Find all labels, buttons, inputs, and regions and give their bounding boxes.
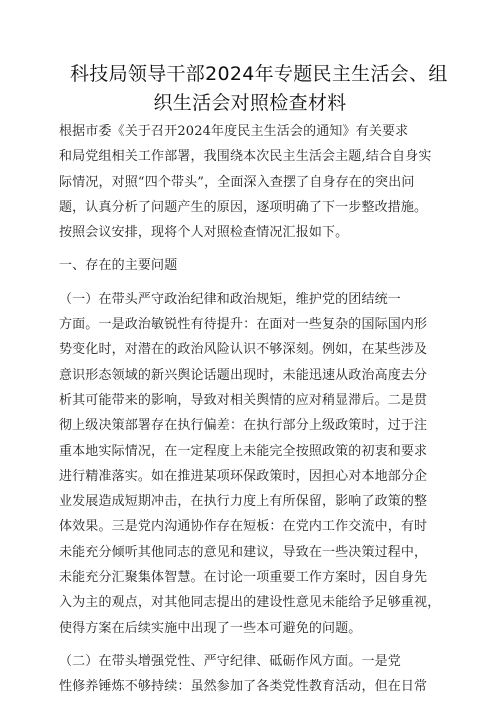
- text-line: 未能充分倾听其他同志的意见和建议，导致在一些决策过程中，: [59, 544, 428, 560]
- text-line: 题，认真分析了问题产生的原因，逐项明确了下一步整改措施。: [59, 199, 428, 215]
- text-line: （一）在带头严守政治纪律和政治规矩，维护党的团结统一: [59, 291, 401, 307]
- paragraph-gap: [59, 641, 447, 649]
- text-line: 根据市委《关于召开2024年度民主生活会的通知》有关要求: [59, 124, 409, 139]
- text-line: 未能充分汇聚集体智慧。在讨论一项重要工作方案时，因自身先: [59, 570, 428, 586]
- text-line: 彻上级决策部署存在执行偏差：在执行部分上级政策时，过于注: [59, 418, 428, 434]
- text-line: 进行精准落实。如在推进某项环保政策时，因担心对本地部分企: [59, 468, 428, 484]
- text-line: 使得方案在后续实施中出现了一些本可避免的问题。: [59, 620, 362, 636]
- paragraph-two: [59, 649, 447, 700]
- paragraph-gap: [59, 279, 447, 287]
- intro-paragraph: [59, 119, 447, 245]
- text-line: 体效果。三是党内沟通协作存在短板：在党内工作交流中，有时: [59, 519, 428, 535]
- text-line: （二）在带头增强党性、严守纪律、砥砺作风方面。一是党: [59, 653, 401, 669]
- text-line: 际情况，对照“四个带头”，全面深入查摆了自身存在的突出问: [59, 174, 415, 190]
- text-line: 方面。一是政治敏锐性有待提升：在面对一些复杂的国际国内形: [59, 317, 428, 333]
- text-line: 意识形态领域的新兴舆论话题出现时，未能迅速从政治高度去分: [59, 367, 428, 383]
- text-line: 势变化时，对潜在的政治风险认识不够深刻。例如，在某些涉及: [59, 342, 428, 358]
- section-heading: 一、存在的主要问题: [59, 258, 178, 274]
- text-line: 和局党组相关工作部署，我围绕本次民主生活会主题,结合自身实: [59, 149, 432, 165]
- text-line: 按照会议安排，现将个人对照检查情况汇报如下。: [59, 225, 349, 241]
- paragraph-gap: [59, 245, 447, 253]
- text-line: 重本地实际情况，在一定程度上未能完全按照政策的初衷和要求: [59, 443, 428, 459]
- title-line: 科技局领导干部2024年专题民主生活会、组: [70, 63, 448, 85]
- text-line: 业发展造成短期冲击，在执行力度上有所保留，影响了政策的整: [59, 494, 428, 510]
- text-line: 入为主的观点，对其他同志提出的建设性意见未能给予足够重视，: [59, 595, 441, 611]
- document-title: [70, 60, 448, 118]
- title-line: 织生活会对照检查材料: [153, 92, 347, 114]
- text-line: 析其可能带来的影响，导致对相关舆情的应对稍显滞后。二是贯: [59, 392, 428, 408]
- paragraph-one: [59, 287, 447, 641]
- text-line: 性修养锤炼不够持续：虽然参加了各类党性教育活动，但在日常: [59, 679, 428, 695]
- document-body: [59, 119, 447, 700]
